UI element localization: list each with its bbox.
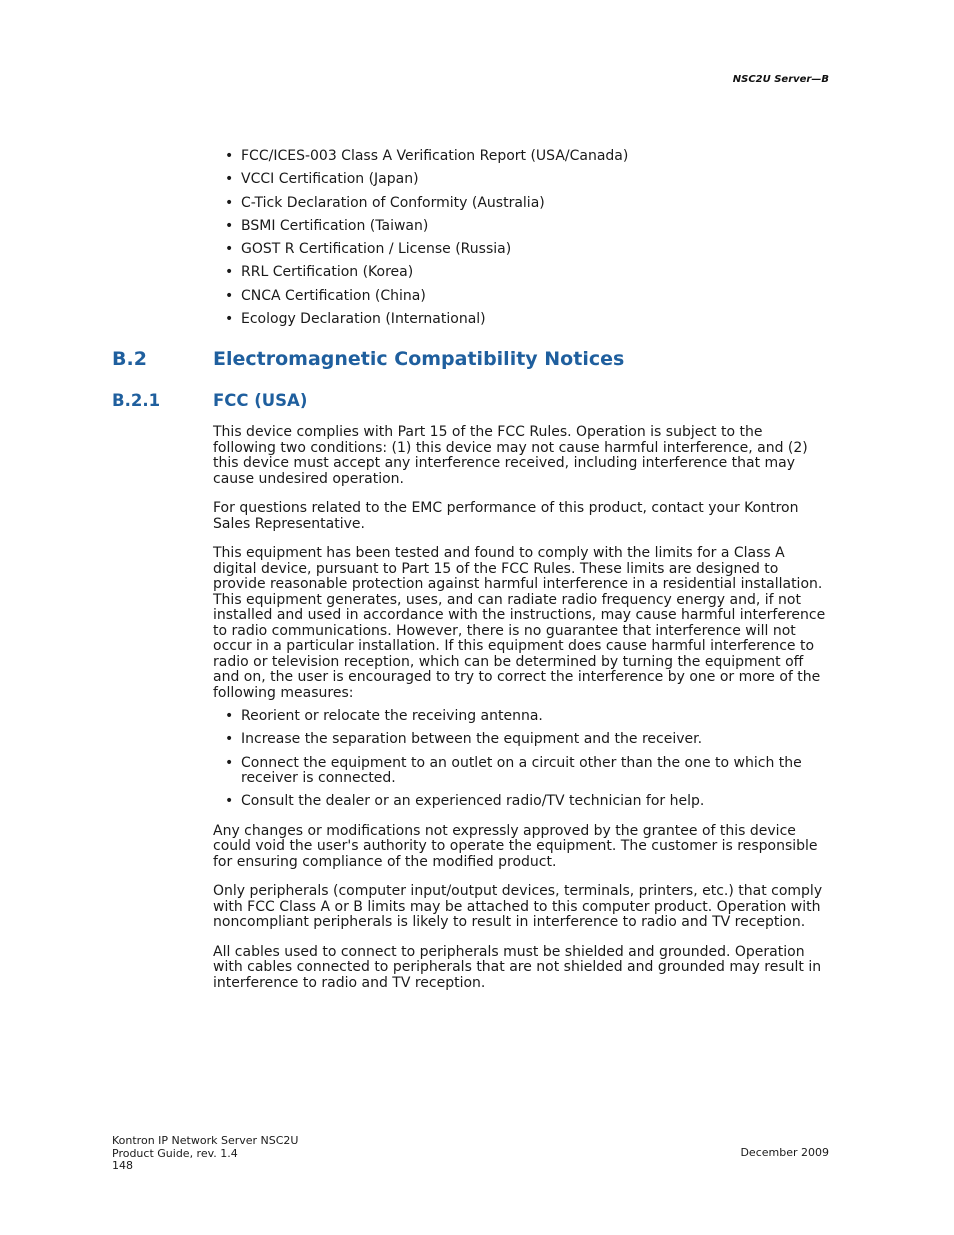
paragraph: This device complies with Part 15 of the FCC Rules. Operation is subject to the following two conditions: (1) this device may not cause harmful interference, and (2) this device must accept any interference received, including interference that may cause undesired operation.	[213, 424, 808, 487]
footer-guide: Product Guide, rev. 1.4	[112, 1146, 238, 1160]
list-item: • Consult the dealer or an experienced radio/TV technician for help.	[213, 794, 829, 810]
section-title: Electromagnetic Compatibility Notices	[213, 348, 625, 370]
list-item: • Reorient or relocate the receiving antenna.	[213, 709, 829, 725]
list-item: • FCC/ICES-003 Class A Verification Report (USA/Canada)	[213, 149, 833, 165]
paragraph: This equipment has been tested and found to comply with the limits for a Class A digital device, pursuant to Part 15 of the FCC Rules. These limits are designed to provide reasonable protection against harmful interference in a residential installation. This equipment generates, uses, and can radiate radio frequency energy and, if not installed and used in accordance with the instructions, may cause harmful interference to radio communications. However, there is no guarantee that interference will not occur in a particular installation. If this equipment does cause harmful interference to radio or television reception, which can be determined by turning the equipment off and on, the user is encouraged to try to correct the interference by one or more of the following measures:	[213, 545, 826, 701]
list-item: • RRL Certification (Korea)	[213, 265, 833, 281]
running-header: NSC2U Server—B	[732, 74, 829, 85]
paragraph: Any changes or modifications not expressly approved by the grantee of this device could void the user's authority to operate the equipment. The customer is responsible for ensuring compliance of the modified product.	[213, 822, 818, 870]
section-heading	[112, 348, 624, 370]
list-item: • Connect the equipment to an outlet on a circuit other than the one to which the receiver is connected.	[213, 756, 829, 787]
certification-list	[213, 149, 833, 335]
list-item: • Increase the separation between the equipment and the receiver.	[213, 732, 829, 748]
section-body	[213, 425, 829, 1005]
section-number: B.2	[112, 348, 147, 370]
footer-date: December 2009	[740, 1146, 829, 1159]
page-number: 148	[112, 1159, 133, 1172]
list-item: • C-Tick Declaration of Conformity (Australia)	[213, 196, 833, 212]
subsection-number: B.2.1	[112, 391, 161, 410]
measures-list	[213, 709, 829, 810]
subsection-heading	[112, 391, 307, 410]
paragraph: All cables used to connect to peripherals must be shielded and grounded. Operation with cables connected to peripherals that are not shielded and grounded may result in interference to radio and TV reception.	[213, 943, 822, 991]
list-item: • CNCA Certification (China)	[213, 289, 833, 305]
list-item: • Ecology Declaration (International)	[213, 312, 833, 328]
paragraph: Only peripherals (computer input/output devices, terminals, printers, etc.) that comply with FCC Class A or B limits may be attached to this computer product. Operation with noncompliant peripherals is likely to result in interference to radio and TV reception.	[213, 883, 823, 931]
subsection-title: FCC (USA)	[213, 391, 308, 410]
footer-product: Kontron IP Network Server NSC2U	[112, 1134, 299, 1147]
paragraph: For questions related to the EMC performance of this product, contact your Kontron Sales Representative.	[213, 500, 799, 532]
list-item: • VCCI Certification (Japan)	[213, 172, 833, 188]
footer-left	[112, 1135, 298, 1173]
list-item: • GOST R Certification / License (Russia)	[213, 242, 833, 258]
list-item: • BSMI Certification (Taiwan)	[213, 219, 833, 235]
